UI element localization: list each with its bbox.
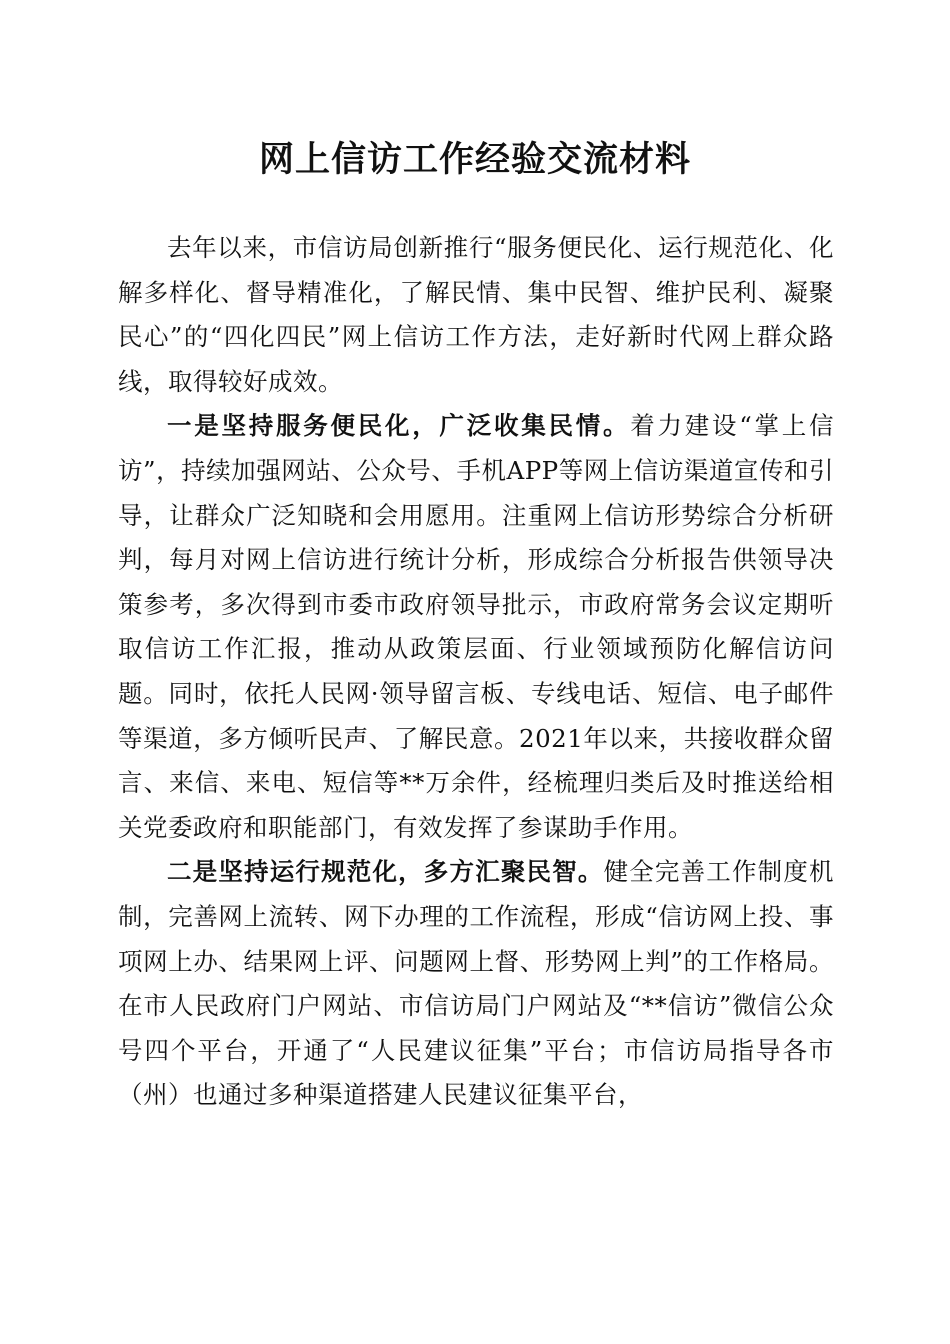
paragraph-point-one-lead: 一是坚持服务便民化，广泛收集民情。 [167, 411, 631, 441]
paragraph-intro-text: 去年以来，市信访局创新推行“服务便民化、运行规范化、化解多样化、督导精准化，了解民情、集中民智、维护民利、凝聚民心”的“四化四民”网上信访工作方法，走好新时代网上群众路线，取得较好成效。 [118, 233, 834, 396]
paragraph-point-one-text: 着力建设“掌上信访”，持续加强网站、公众号、手机APP等网上信访渠道宣传和引导，让群众广泛知晓和会用愿用。注重网上信访形势综合分析研判，每月对网上信访进行统计分析，形成综合分析报告供领导决策参考，多次得到市委市政府领导批示，市政府常务会议定期听取信访工作汇报，推动从政策层面、行业领域预防化解信访问题。同时，依托人民网·领导留言板、专线电话、短信、电子邮件等渠道，多方倾听民声、了解民意。2021年以来，共接收群众留言、来信、来电、短信等**万余件，经梳理归类后及时推送给相关党委政府和职能部门，有效发挥了参谋助手作用。 [118, 411, 834, 842]
document-title: 网上信访工作经验交流材料 [258, 139, 691, 180]
paragraph-point-two-lead: 二是坚持运行规范化，多方汇聚民智。 [167, 857, 604, 887]
paragraph-point-one [118, 404, 834, 850]
document-body [118, 226, 834, 1118]
paragraph-point-two-text: 健全完善工作制度机制，完善网上流转、网下办理的工作流程，形成“信访网上投、事项网上办、结果网上评、问题网上督、形势网上判”的工作格局。在市人民政府门户网站、市信访局门户网站及“**信访”微信公众号四个平台，开通了“人民建议征集”平台；市信访局指导各市（州）也通过多种渠道搭建人民建议征集平台， [118, 857, 835, 1110]
paragraph-point-two [118, 850, 834, 1118]
paragraph-intro [118, 226, 834, 404]
